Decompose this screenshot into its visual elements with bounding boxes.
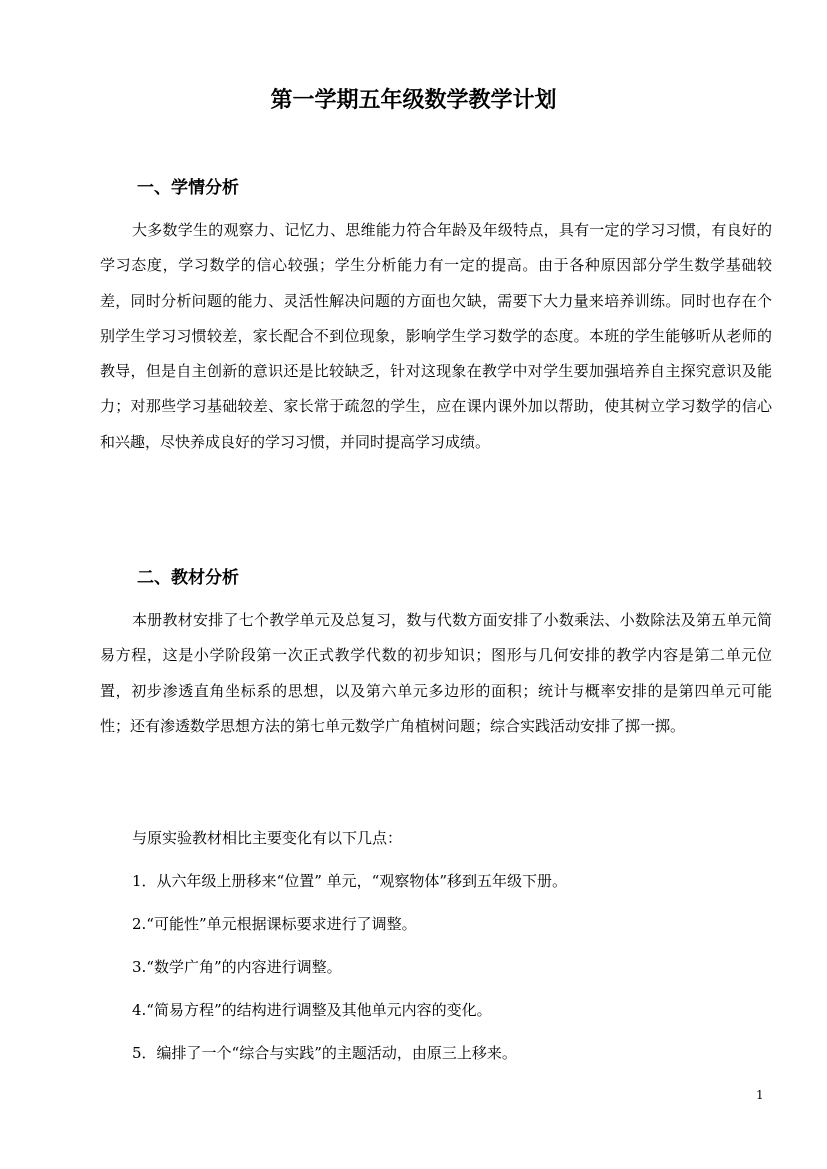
section-heading-student-analysis: 一、学情分析: [137, 178, 239, 198]
list-item: 5．编排了一个“综合与实践”的主题活动，由原三上移来。: [132, 1044, 517, 1062]
student-analysis-paragraph: 大多数学生的观察力、记忆力、思维能力符合年龄及年级特点，具有一定的学习习惯，有良好的学习态度，学习数学的信心较强；学生分析能力有一定的提高。由于各种原因部分学生数学基础较差，同时分析问题的能力、灵活性解决问题的方面也欠缺，需要下大力量来培养训练。同时也存在个别学生学习习惯较差，家长配合不到位现象，影响学生学习数学的态度。本班的学生能够听从老师的教导，但是自主创新的意识还是比较缺乏，针对这现象在教学中对学生要加强培养自主探究意识及能力；对那些学习基础较差、家长常于疏忽的学生，应在课内课外加以帮助，使其树立学习数学的信心和兴趣，尽快养成良好的学习习惯，并同时提高学习成绩。: [100, 221, 772, 451]
list-item: 4.“简易方程”的结构进行调整及其他单元内容的变化。: [132, 1001, 492, 1019]
section-heading-textbook-analysis: 二、教材分析: [137, 568, 239, 588]
changes-intro: 与原实验教材相比主要变化有以下几点：: [132, 829, 403, 847]
page-title: 第一学期五年级数学教学计划: [270, 88, 557, 113]
textbook-analysis-paragraph: 本册教材安排了七个教学单元及总复习，数与代数方面安排了小数乘法、小数除法及第五单元简易方程，这是小学阶段第一次正式教学代数的初步知识；图形与几何安排的教学内容是第二单元位置，初步渗透直角坐标系的思想，以及第六单元多边形的面积；统计与概率安排的是第四单元可能性；还有渗透数学思想方法的第七单元数学广角植树问题；综合实践活动安排了掷一掷。: [100, 611, 772, 735]
list-item: 2.“可能性”单元根据课标要求进行了调整。: [132, 915, 417, 933]
list-item: 1．从六年级上册移来“位置” 单元，“观察物体”移到五年级下册。: [132, 872, 567, 890]
list-item: 3.“数学广角”的内容进行调整。: [132, 958, 342, 976]
page-number: 1: [756, 1088, 764, 1102]
